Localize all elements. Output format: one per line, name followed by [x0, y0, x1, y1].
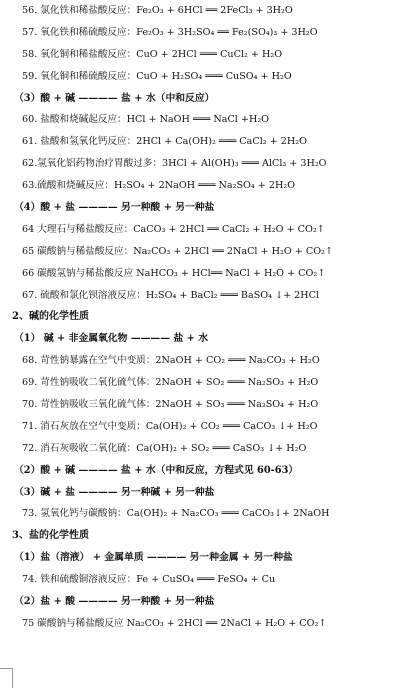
document-page — [12, 0, 406, 635]
reaction-type-heading: （3）酸 + 碱 ———— 盐 + 水（中和反应） — [14, 92, 215, 104]
equation-line: 69. 苛性钠吸收二氧化硫气体：2NaOH + SO₂ ═══ Na₂SO₃ + H₂O — [22, 377, 319, 389]
page-corner-mark-horizontal — [0, 668, 12, 669]
equation-line: 63.硫酸和烧碱反应：H₂SO₄ + 2NaOH ═══ Na₂SO₄ + 2H₂O — [22, 180, 296, 192]
equation-line: 71. 消石灰放在空气中变质：Ca(OH)₂ + CO₂ ═══ CaCO₃ ↓+ H₂O — [22, 420, 318, 432]
equation-line: 67. 硫酸和氯化钡溶液反应：H₂SO₄ + BaCl₂ ═══ BaSO₄ ↓+ 2HCl — [22, 289, 320, 301]
equation-line: 60. 盐酸和烧碱起反应：HCl + NaOH ═══ NaCl +H₂O — [22, 114, 270, 126]
equation-line: 65 碳酸钠与稀盐酸反应：Na₂CO₃ + 2HCl ══ 2NaCl + H₂O + CO₂↑ — [22, 245, 333, 257]
equation-line: 57. 氧化铁和稀硫酸反应：Fe₂O₃ + 3H₂SO₄ ══ Fe₂(SO₄)₃ + 3H₂O — [22, 26, 318, 38]
reaction-type-heading: （4）酸 + 盐 ———— 另一种酸 + 另一种盐 — [14, 202, 215, 214]
equation-line: 68. 苛性钠暴露在空气中变质：2NaOH + CO₂ ═══ Na₂CO₃ + H₂O — [22, 355, 320, 367]
reaction-type-heading: （2）盐 + 酸 ———— 另一种酸 + 另一种盐 — [14, 596, 215, 608]
equation-line: 66 碳酸氢钠与稀盐酸反应 NaHCO₃ + HCl══ NaCl + H₂O + CO₂↑ — [22, 267, 326, 279]
reaction-type-heading: （1）盐（溶液） + 金属单质 ———— 另一种金属 + 另一种盐 — [14, 552, 293, 564]
equation-line: 74. 铁和硫酸铜溶液反应：Fe + CuSO₄ ═══ FeSO₄ + Cu — [22, 574, 276, 586]
equation-line: 58. 氧化铜和稀盐酸反应：CuO + 2HCl ═══ CuCl₂ + H₂O — [22, 48, 283, 60]
equation-line: 59. 氧化铜和稀硫酸反应：CuO + H₂SO₄ ═══ CuSO₄ + H₂O — [22, 70, 292, 82]
section-heading: 3、盐的化学性质 — [12, 530, 89, 542]
equation-line: 75 碳酸钠与稀盐酸反应 Na₂CO₃ + 2HCl ══ 2NaCl + H₂O + CO₂↑ — [22, 617, 327, 629]
equation-line: 62.氢氧化铝药物治疗胃酸过多：3HCl + Al(OH)₃ ═══ AlCl₃ + 3H₂O — [22, 158, 327, 170]
equation-line: 72. 消石灰吸收二氧化硫：Ca(OH)₂ + SO₂ ═══ CaSO₃ ↓+ H₂O — [22, 442, 307, 454]
reaction-type-heading: （2）酸 + 碱 ———— 盐 + 水（中和反应，方程式见 60-63） — [14, 464, 299, 476]
reaction-type-heading: （1） 碱 + 非金属氧化物 ———— 盐 + 水 — [14, 333, 209, 345]
page-corner-mark-vertical — [12, 668, 13, 688]
equation-line: 61. 盐酸和氢氧化钙反应：2HCl + Ca(OH)₂ ═══ CaCl₂ + 2H₂O — [22, 136, 307, 148]
reaction-type-heading: （3）碱 + 盐 ———— 另一种碱 + 另一种盐 — [14, 486, 215, 498]
equation-line: 73. 氢氧化钙与碳酸钠：Ca(OH)₂ + Na₂CO₃ ═══ CaCO₃↓+ 2NaOH — [22, 508, 330, 520]
section-heading: 2、碱的化学性质 — [12, 311, 89, 323]
equation-line: 56. 氯化铁和稀盐酸反应：Fe₂O₃ + 6HCl ══ 2FeCl₃ + 3H₂O — [22, 5, 293, 16]
equation-line: 64 大理石与稀盐酸反应：CaCO₃ + 2HCl ══ CaCl₂ + H₂O + CO₂↑ — [22, 223, 325, 235]
equation-line: 70. 苛性钠吸收三氧化硫气体：2NaOH + SO₃ ═══ Na₂SO₄ + H₂O — [22, 399, 319, 411]
